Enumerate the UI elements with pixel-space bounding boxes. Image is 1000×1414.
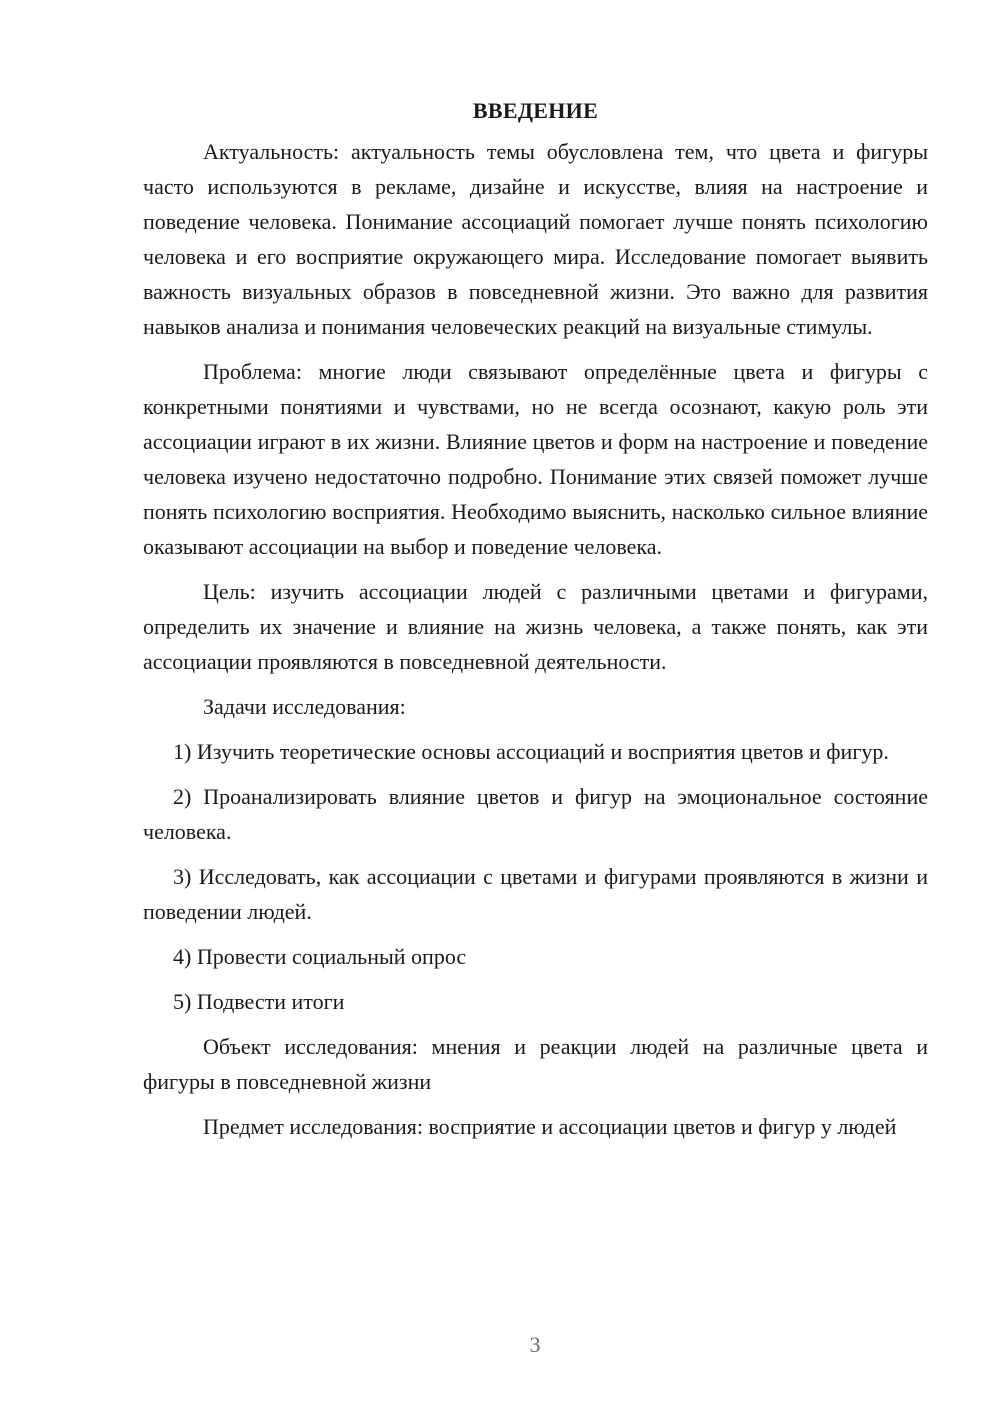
subject-paragraph: Предмет исследования: восприятие и ассоциации цветов и фигур у людей [203,1114,897,1139]
task-item: 2) Проанализировать влияние цветов и фигур на эмоциональное состояние человека. [143,784,928,844]
relevance-paragraph: Актуальность: актуальность темы обусловлена тем, что цвета и фигуры часто используются в рекламе, дизайне и искусстве, влияя на настроение и поведение человека. Понимание ассоциаций помогает лучше понять психологию человека и его восприятие окружающего мира. Исследование помогает выявить важность визуальных образов в повседневной жизни. Это важно для развития навыков анализа и понимания человеческих реакций на визуальные стимулы. [143,139,928,339]
page-title: ВВЕДЕНИЕ [472,98,599,123]
task-item: 3) Исследовать, как ассоциации с цветами и фигурами проявляются в жизни и поведении людей. [143,864,928,924]
task-item: 5) Подвести итоги [173,989,345,1014]
goal-paragraph: Цель: изучить ассоциации людей с различными цветами и фигурами, определить их значение и влияние на жизнь человека, а также понять, как эти ассоциации проявляются в повседневной деятельности. [143,579,928,674]
object-paragraph: Объект исследования: мнения и реакции людей на различные цвета и фигуры в повседневной жизни [143,1034,928,1094]
document-page [143,96,928,1144]
problem-paragraph: Проблема: многие люди связывают определённые цвета и фигуры с конкретными понятиями и чувствами, но не всегда осознают, какую роль эти ассоциации играют в их жизни. Влияние цветов и форм на настроение и поведение человека изучено недостаточно подробно. Понимание этих связей поможет лучше понять психологию восприятия. Необходимо выяснить, насколько сильное влияние оказывают ассоциации на выбор и поведение человека. [143,359,928,559]
task-item: 4) Провести социальный опрос [173,944,467,969]
task-item: 1) Изучить теоретические основы ассоциаций и восприятия цветов и фигур. [173,739,889,764]
page-number: 3 [529,1332,541,1357]
tasks-heading: Задачи исследования: [203,694,406,719]
